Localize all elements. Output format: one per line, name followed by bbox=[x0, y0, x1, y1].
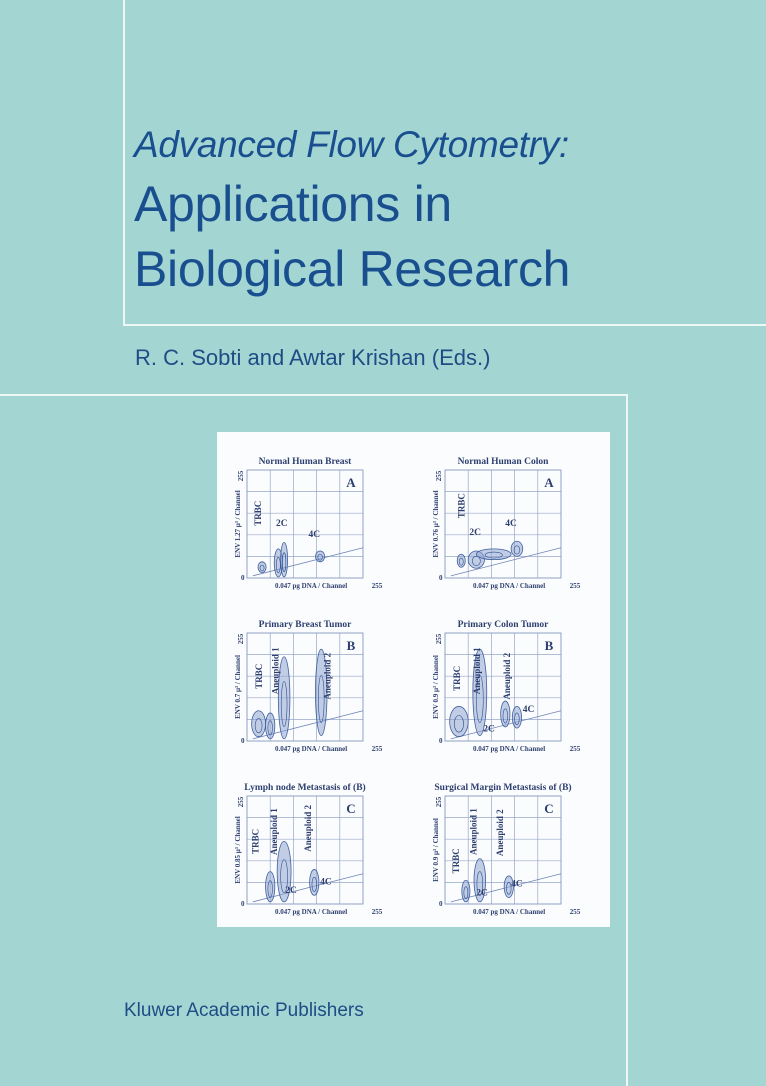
publisher-name: Kluwer Academic Publishers bbox=[124, 1000, 364, 1021]
y-axis-label: ENV 0.7 µ³ / Channel bbox=[234, 655, 242, 719]
y-axis-label: ENV 0.9 µ³ / Channel bbox=[432, 655, 440, 719]
panel-letter: C bbox=[544, 801, 554, 816]
population-label: 2C bbox=[285, 886, 297, 897]
y-axis-label: ENV 0.9 µ³ / Channel bbox=[432, 818, 440, 882]
book-title bbox=[134, 118, 744, 302]
panel-letter: C bbox=[346, 801, 356, 816]
population-label: TRBC bbox=[252, 500, 263, 526]
population-label: Aneuploid 1 bbox=[468, 808, 479, 856]
panel-title: Primary Breast Tumor bbox=[258, 620, 352, 630]
y-axis-label: ENV 0.85 µ³ / Channel bbox=[234, 816, 242, 884]
axis-min: 0 bbox=[439, 574, 443, 582]
population-label: Aneuploid 1 bbox=[269, 808, 280, 856]
y-axis-label: ENV 0.76 µ³ / Channel bbox=[432, 490, 440, 558]
plot-panel bbox=[432, 457, 581, 590]
population-label: Aneuploid 2 bbox=[302, 805, 313, 852]
panel-letter: B bbox=[544, 638, 554, 653]
population-label: 4C bbox=[511, 879, 523, 890]
panel-letter: B bbox=[346, 638, 356, 653]
y-axis-max: 255 bbox=[237, 796, 245, 808]
x-axis-label: 0.047 pg DNA / Channel bbox=[275, 582, 348, 590]
plot-panel bbox=[432, 620, 581, 753]
plot-panel bbox=[432, 782, 581, 916]
population-label: Aneuploid 2 bbox=[495, 809, 505, 857]
population-label: 2C bbox=[469, 527, 481, 538]
population-label: Aneuploid 2 bbox=[501, 652, 512, 700]
population-label: TRBC bbox=[254, 663, 265, 689]
population-label: 2C bbox=[275, 519, 288, 530]
frame-rule-middle-vertical bbox=[626, 394, 628, 1086]
axis-min: 0 bbox=[241, 900, 245, 908]
x-axis-max: 255 bbox=[371, 582, 383, 590]
population-label: 4C bbox=[320, 877, 332, 888]
y-axis-max: 255 bbox=[435, 470, 443, 482]
axis-min: 0 bbox=[241, 737, 245, 745]
x-axis-label: 0.047 pg DNA / Channel bbox=[275, 908, 348, 916]
x-axis-max: 255 bbox=[569, 582, 581, 590]
plots-canvas bbox=[217, 432, 610, 927]
panel-title: Normal Human Breast bbox=[258, 457, 352, 467]
population-label: 4C bbox=[522, 704, 535, 715]
panel-title: Surgical Margin Metastasis of (B) bbox=[434, 783, 572, 793]
axis-min: 0 bbox=[241, 574, 245, 582]
x-axis-max: 255 bbox=[569, 745, 581, 753]
x-axis-max: 255 bbox=[371, 908, 383, 916]
population-label: Aneuploid 1 bbox=[270, 647, 281, 695]
x-axis-label: 0.047 pg DNA / Channel bbox=[473, 582, 546, 590]
population-label: 4C bbox=[308, 529, 321, 540]
x-axis-label: 0.047 pg DNA / Channel bbox=[275, 745, 348, 753]
x-axis-max: 255 bbox=[569, 908, 581, 916]
frame-rule-middle-horizontal bbox=[0, 394, 628, 396]
population-label: TRBC bbox=[452, 665, 463, 691]
y-axis-label: ENV 1.27 µ³ / Channel bbox=[234, 490, 242, 558]
y-axis-max: 255 bbox=[435, 796, 443, 808]
x-axis-max: 255 bbox=[371, 745, 383, 753]
axis-min: 0 bbox=[439, 900, 443, 908]
population-label: Aneuploid 1 bbox=[471, 647, 482, 695]
x-axis-label: 0.047 pg DNA / Channel bbox=[473, 745, 546, 753]
x-axis-label: 0.047 pg DNA / Channel bbox=[473, 908, 546, 916]
population-label: TRBC bbox=[456, 493, 467, 519]
panel-letter: A bbox=[346, 475, 356, 490]
title-line-1: Advanced Flow Cytometry: bbox=[134, 124, 569, 165]
plot-panel bbox=[234, 457, 383, 590]
panel-title: Normal Human Colon bbox=[457, 457, 549, 467]
title-line-3: Biological Research bbox=[134, 241, 571, 297]
population-label: TRBC bbox=[250, 828, 261, 854]
plot-panel bbox=[234, 620, 383, 753]
population-label: 4C bbox=[505, 519, 517, 530]
editors-line: R. C. Sobti and Awtar Krishan (Eds.) bbox=[135, 345, 491, 370]
axis-min: 0 bbox=[439, 737, 443, 745]
frame-rule-top-horizontal bbox=[123, 324, 766, 326]
frame-rule-top-vertical bbox=[123, 0, 125, 326]
population-label: 2C bbox=[476, 888, 488, 899]
panel-title: Lymph node Metastasis of (B) bbox=[244, 783, 366, 793]
cover-figure-flow-cytometry-plots bbox=[217, 432, 610, 927]
reference-line bbox=[253, 548, 363, 576]
y-axis-max: 255 bbox=[237, 633, 245, 645]
panel-title: Primary Colon Tumor bbox=[457, 620, 549, 630]
plot-panel bbox=[234, 782, 383, 916]
y-axis-max: 255 bbox=[435, 633, 443, 645]
y-axis-max: 255 bbox=[237, 470, 245, 482]
population-label: Aneuploid 2 bbox=[322, 652, 333, 700]
title-line-2: Applications in bbox=[134, 176, 452, 232]
population-label: 2C bbox=[483, 724, 495, 735]
population-label: TRBC bbox=[450, 848, 461, 874]
panel-letter: A bbox=[544, 475, 554, 490]
